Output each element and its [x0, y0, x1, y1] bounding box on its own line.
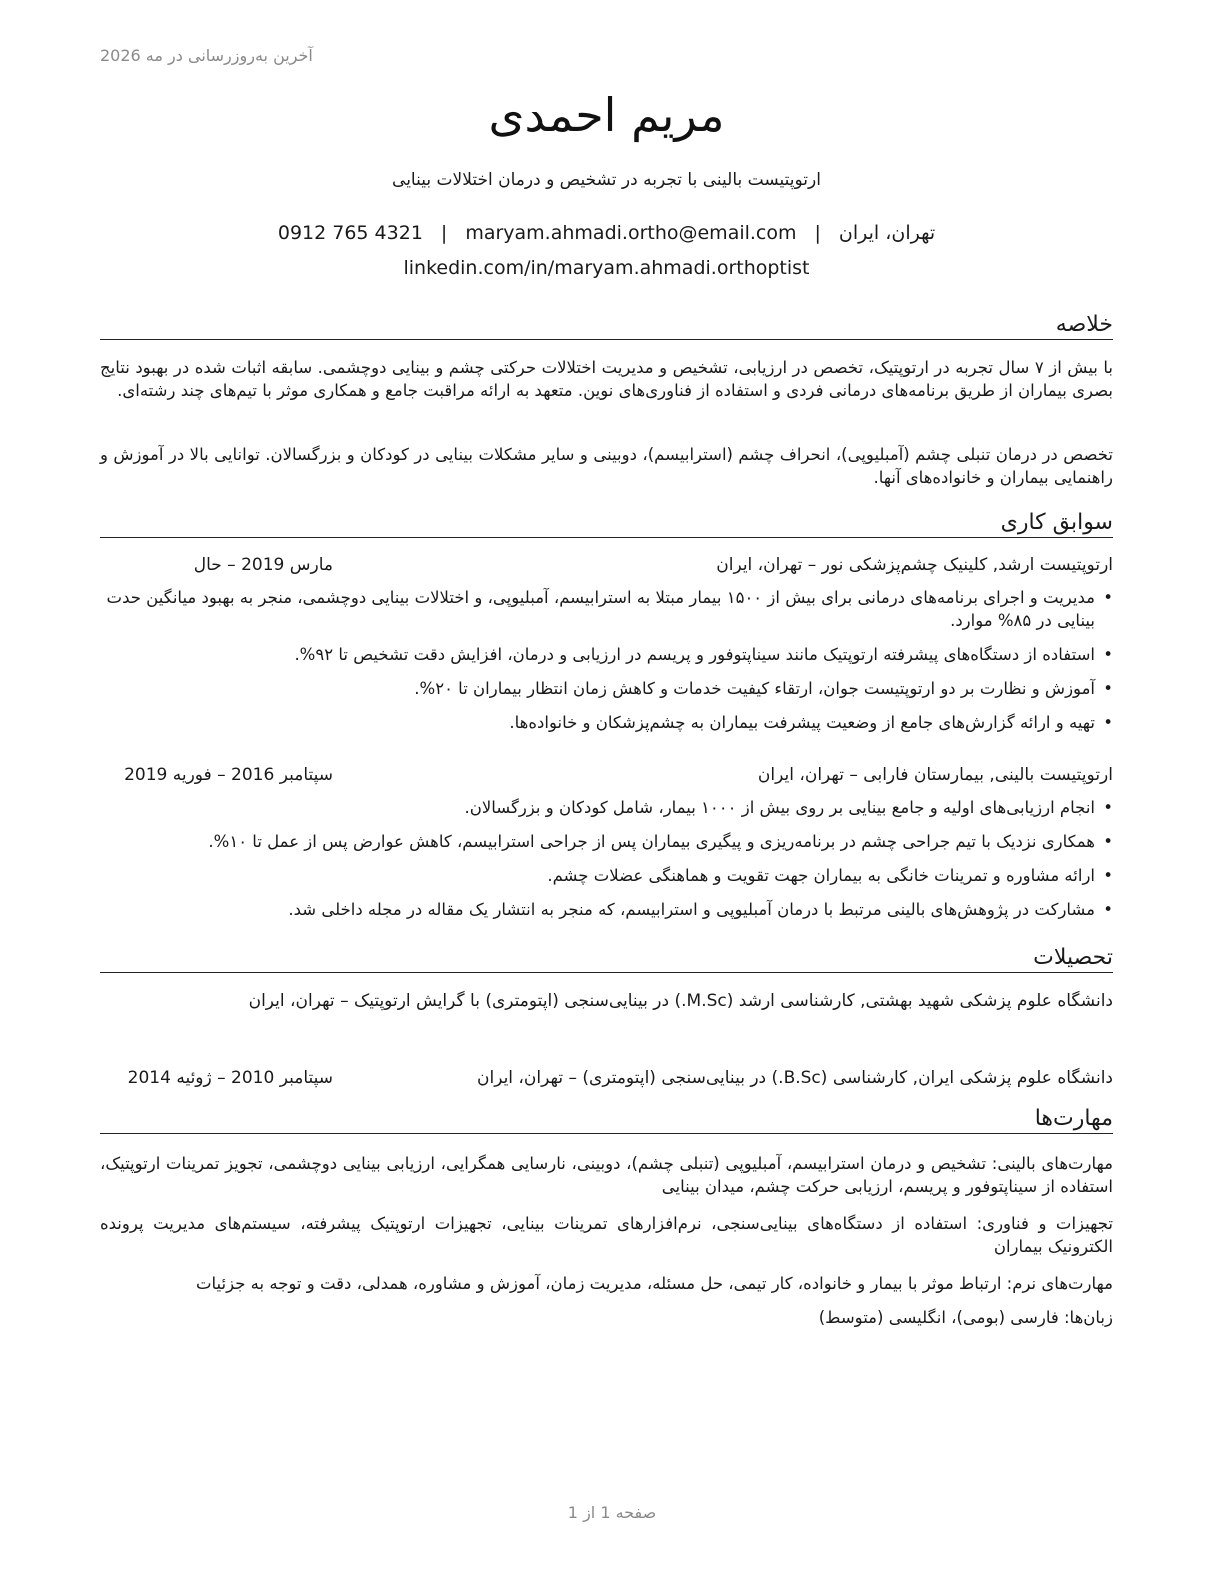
list-item: • ارائه مشاوره و تمرینات خانگی به بیماران جهت تقویت و هماهنگی عضلات چشم. — [100, 864, 1113, 887]
section-title-experience: سوابق کاری — [100, 510, 1113, 538]
skill-item: تجهیزات و فناوری: استفاده از دستگاه‌های بینایی‌سنجی، نرم‌افزارهای تمرینات بینایی، تجهیزات ارتوپتیک پیشرفته، سیستم‌های مدیریت پرونده الکترونیک بیماران — [100, 1214, 1113, 1256]
list-item: • انجام ارزیابی‌های اولیه و جامع بینایی بر روی بیش از ۱۰۰۰ بیمار، شامل کودکان و بزرگسالان. — [100, 796, 1113, 819]
education-text: دانشگاه علوم پزشکی ایران, کارشناسی (B.Sc.) در بینایی‌سنجی (اپتومتری) – تهران، ایران — [476, 1068, 1113, 1088]
list-item: • استفاده از دستگاه‌های پیشرفته ارتوپتیک مانند سیناپتوفور و پریسم در ارزیابی و درمان، افزایش دقت تشخیص تا ۹۲%. — [100, 643, 1113, 666]
page-number: صفحه 1 از 1 — [567, 1503, 657, 1522]
job-date: مارس 2019 – حال — [193, 555, 333, 575]
job-bullets — [100, 796, 1113, 932]
location: تهران، ایران — [838, 222, 936, 244]
resume-page — [100, 0, 1113, 1584]
list-item: • مشارکت در پژوهش‌های بالینی مرتبط با درمان آمبلیوپی و استرابیسم، که منجر به انتشار یک مقاله در مجله داخلی شد. — [100, 898, 1113, 921]
section-title-skills: مهارت‌ها — [100, 1106, 1113, 1134]
education-date: سپتامبر 2010 – ژوئیه 2014 — [127, 1068, 333, 1088]
summary-paragraph: با بیش از ۷ سال تجربه در ارتوپتیک، تخصص در ارزیابی، تشخیص و مدیریت اختلالات حرکتی چشم و بینایی دوچشمی. سابقه اثبات شده در بهبود نتایج بصری بیماران از طریق برنامه‌های درمانی فردی و استفاده از فناوری‌های نوین. متعهد به ارائه مراقبت جامع و همکاری موثر با تیم‌های چند رشته‌ای. — [100, 358, 1113, 400]
skill-item: مهارت‌های بالینی: تشخیص و درمان استرابیسم، آمبلیوپی (تنبلی چشم)، دوبینی، نارسایی همگرایی، ارزیابی بینایی دوچشمی، تجویز تمرینات ارتوپتیک، استفاده از سیناپتوفور و پریسم، ارزیابی حرکت چشم، میدان بینایی — [100, 1154, 1113, 1196]
person-name: مریم احمدی — [488, 88, 725, 142]
job-header — [100, 555, 1113, 579]
list-item: • آموزش و نظارت بر دو ارتوپتیست جوان، ارتقاء کیفیت خدمات و کاهش زمان انتظار بیماران تا ۲۰%. — [100, 677, 1113, 700]
section-title-education: تحصیلات — [100, 945, 1113, 973]
skill-item: مهارت‌های نرم: ارتباط موثر با بیمار و خانواده، کار تیمی، حل مسئله، مدیریت زمان، آموزش و مشاوره، همدلی، دقت و توجه به جزئیات — [195, 1274, 1113, 1293]
headline: ارتوپتیست بالینی با تجربه در تشخیص و درمان اختلالات بینایی — [392, 170, 821, 190]
job-header — [100, 765, 1113, 789]
separator: | — [440, 222, 448, 244]
education-text: دانشگاه علوم پزشکی شهید بهشتی, کارشناسی ارشد (M.Sc.) در بینایی‌سنجی (اپتومتری) با گرایش ارتوپتیک – تهران، ایران — [248, 991, 1113, 1011]
job-date: سپتامبر 2016 – فوریه 2019 — [124, 765, 333, 785]
job-title: ارتوپتیست بالینی, بیمارستان فارابی – تهران، ایران — [757, 765, 1113, 785]
linkedin-link[interactable]: linkedin.com/in/maryam.ahmadi.orthoptist — [403, 257, 810, 279]
list-item: • مدیریت و اجرای برنامه‌های درمانی برای بیش از ۱۵۰۰ بیمار مبتلا به استرابیسم، آمبلیوپی، و اختلالات بینایی دوچشمی، منجر به بهبود میانگین حدت بینایی در ۸۵% موارد. — [100, 586, 1113, 632]
list-item: • همکاری نزدیک با تیم جراحی چشم در برنامه‌ریزی و پیگیری بیماران پس از جراحی استرابیسم، کاهش عوارض پس از عمل تا ۱۰%. — [100, 830, 1113, 853]
job-title: ارتوپتیست ارشد, کلینیک چشم‌پزشکی نور – تهران، ایران — [716, 555, 1113, 575]
separator: | — [814, 222, 821, 244]
education-item — [100, 989, 1113, 1014]
education-item — [100, 1066, 1113, 1091]
summary-paragraph: تخصص در درمان تنبلی چشم (آمبلیوپی)، انحراف چشم (استرابیسم)، دوبینی و سایر مشکلات بینایی در کودکان و بزرگسالان. توانایی بالا در آموزش و راهنمایی بیماران و خانواده‌های آنها. — [100, 445, 1113, 487]
section-title-summary: خلاصه — [100, 312, 1113, 340]
job-bullets — [100, 586, 1113, 745]
last-updated: آخرین به‌روزرسانی در مه 2026 — [100, 46, 313, 65]
phone-number: 0912 765 4321 — [277, 222, 423, 244]
contact-line — [100, 222, 1113, 244]
email-link[interactable]: maryam.ahmadi.ortho@email.com — [465, 222, 797, 244]
list-item: • تهیه و ارائه گزارش‌های جامع از وضعیت پیشرفت بیماران به چشم‌پزشکان و خانواده‌ها. — [100, 711, 1113, 734]
skill-item: زبان‌ها: فارسی (بومی)، انگلیسی (متوسط) — [818, 1308, 1113, 1327]
